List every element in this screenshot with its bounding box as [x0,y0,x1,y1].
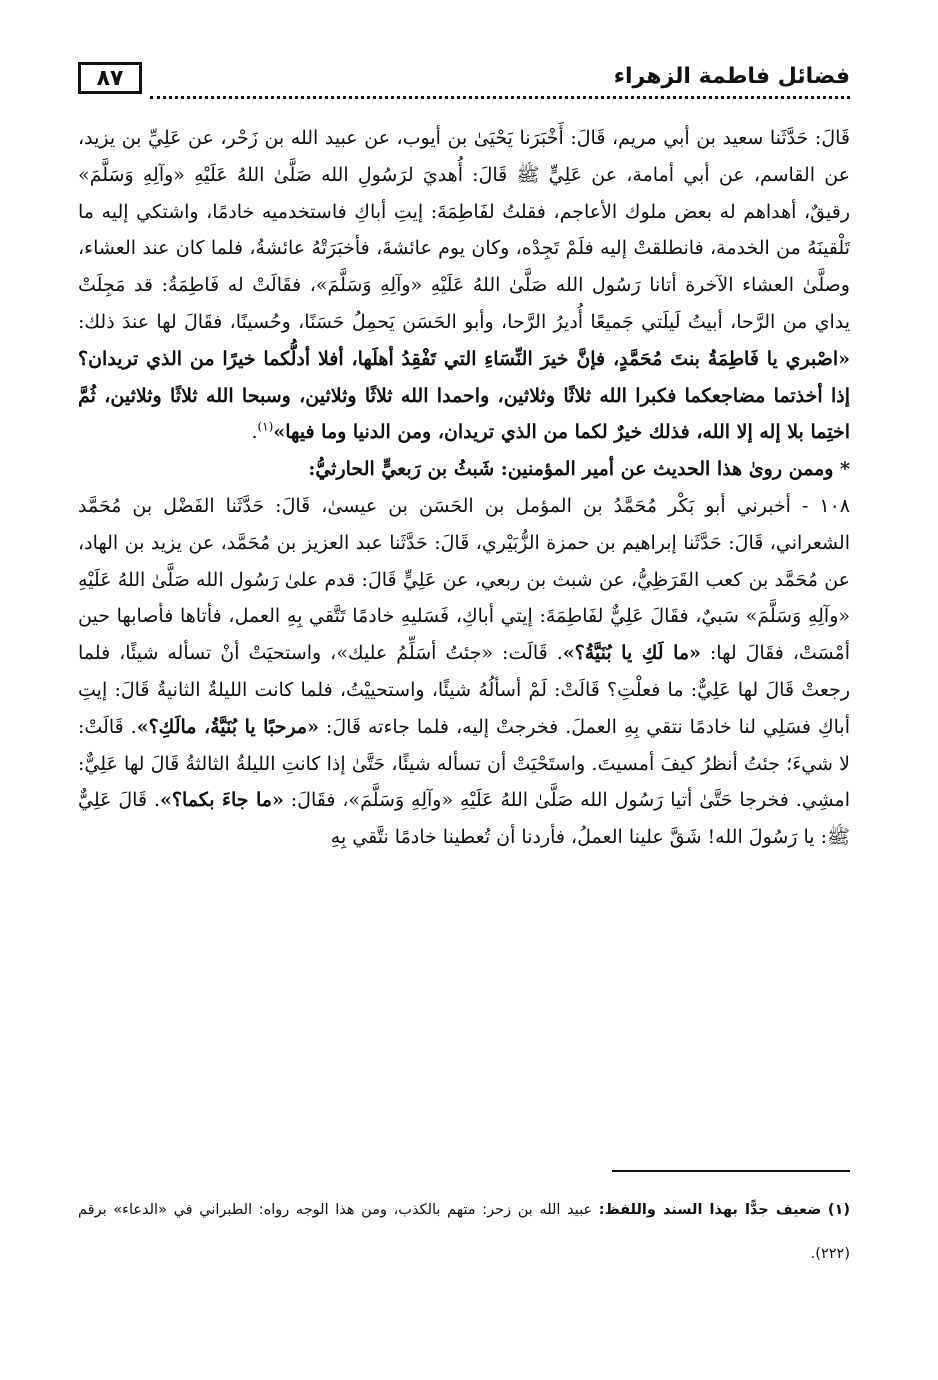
paragraph-hadith-107 [78,120,850,451]
prophet-saying: «ما لَكِ يا بُنَيَّةُ؟» [562,642,701,665]
footnote-reference: (١) [257,420,274,435]
prophet-saying: «ما جاءَ بكما؟» [160,789,284,812]
footnote-grading: ضعيف جدًّا بهذا السند واللفظ: [598,1202,822,1218]
paragraph-hadith-108 [78,488,850,856]
sentence-end: . [251,421,258,444]
section-note: * وممن روىٰ هذا الحديث عن أمير المؤمنين: شَبثُ بن رَبعيٍّ الحارثيُّ: [308,458,850,481]
header-dotted-rule [150,96,850,99]
narration-text: قَالَ: حَدَّثَنا سعيد بن أبي مريم، قَالَ: أَخْبَرَنا يَحْيَىٰ بن أيوب، عن عبيد الله بن زَحْر، عن عَلِيِّ بن يزيد، عن القاسم، عن أبي أمامة، عن عَلِيٍّ ﷺ قَالَ: أُهديَ لرَسُولِ الله صَلَّىٰ اللهُ عَلَيْهِ «وآلِهِ وَسَلَّمَ» رقيقٌ، أهداهم له بعض ملوك الأعاجم، فقلتُ لفَاطِمَةَ: إيتِ أباكِ فاستخدميه خادمًا، واشتكي إليه ما تَلْقينَهُ من الخدمة، فانطلقتْ إليه فلَمْ تَجِدْه، وكان يوم عائشةَ، فأخبَرَتْهُ عائشةُ، فلما كان عند العشاء، وصلَّىٰ العشاء الآخرة أتانا رَسُول الله صَلَّىٰ اللهُ عَلَيْهِ «وآلِهِ وَسَلَّمَ»، فقَالَتْ له فَاطِمَةُ: قد مَجِلَتْ يداي من الرَّحا، أبيتُ لَيلَتي جَميعًا أُديرُ الرَّحا، وأبو الحَسَن يَحمِلُ حَسَنًا، وحُسينًا، فقَالَ لها عندَ ذلك: [78,127,850,333]
footnote-1 [78,1188,850,1276]
narration-text: ١٠٨ - أخبرني أبو بَكْر مُحَمَّدُ بن المؤمل بن الحَسَن بن عيسىٰ، قَالَ: حَدَّثَنا الفَضْل بن مُحَمَّد الشعراني، قَالَ: حَدَّثَنا إبراهيم بن حمزة الزُّبَيْري، قَالَ: حَدَّثَنا عبد العزيز بن مُحَمَّد، عن يزيد بن الهاد، عن مُحَمَّد بن كعب القَرَظِيُّ، عن شبث بن ربعي، عن عَلِيٍّ قَالَ: قدم علىٰ رَسُول الله صَلَّىٰ اللهُ عَلَيْهِ «وآلِهِ وَسَلَّمَ» سَبيٌ، فقَالَ عَلِيٌّ لفَاطِمَةَ: إيتي أباكِ، فَسَليهِ خادمًا تَتَّقي بِهِ العمل، فأتاها فأصابها حين أمْسَتْ، فقَالَ لها: [78,494,850,665]
narration-text: . قَالَت: «جئتُ أسَلِّمُ عليك»، واستحيَتْ أنْ تسأله شيئًا، فلما رجعتْ قَالَ لها عَلِيٌّ: ما فعلْتِ؟ قَالَتْ: لَمْ أسألُهُ شيئًا، واستحييْتُ، فلما كانت الليلةُ الثانيةُ قَالَ: إيتِ أباكِ فسَلِي لنا خادمًا نتقي بِهِ العملَ. فخرجتْ إليه، فلما جاءته قَالَ: [78,642,850,738]
prophet-saying: «مرحبًا يا بُنَيَّةُ، مالَكِ؟» [136,715,319,738]
footnote-separator [612,1170,850,1172]
narration-text: . قَالَتْ: لا شيءَ؛ جئتُ أنظرُ كيفَ أمسيتَ. واستَحْيَتْ أن تسأله شيئًا، حَتَّىٰ إذا كانتِ الليلةُ الثالثةُ قَالَ لها عَلِيٌّ: امشِي. فخرجا حَتَّىٰ أتيا رَسُول الله صَلَّىٰ اللهُ عَلَيْهِ «وآلِهِ وَسَلَّمَ»، فقَالَ: [78,715,850,812]
footnote-text: عبيد الله بن زحر: متهم بالكذب، ومن هذا الوجه رواه: الطبراني في «الدعاء» برقم (٢٢٢). [78,1202,850,1262]
running-title: فضائل فاطمة الزهراء [613,64,850,89]
prophet-saying: «اصْبري يا فَاطِمَةُ بنتَ مُحَمَّدٍ، فإنَّ خيرَ النِّسَاءِ التي تَفْقِدُ أهلَها، أفلا أدلُّكما خيرًا من الذي تريدان؟ إذا أخذتما مضاجعكما فكبرا الله ثلاثًا وثلاثين، واحمدا الله ثلاثًا وثلاثين، وسبحا الله ثلاثًا وثلاثين، ثُمَّ اختِما بلا إله إلا الله، فذلك خيرٌ لكما من الذي تريدان، ومن الدنيا وما فيها» [78,347,850,444]
narration-text: . قَالَ عَلِيٌّ ﷺ: يا رَسُولَ الله! شَقَّ علينا العملُ، فأردنا أن تُعطينا خادمًا نتَّقي بِهِ [78,789,850,849]
main-text [78,120,850,856]
footnote-marker: (١) [827,1202,851,1218]
page-header [78,62,850,102]
page-number: ٨٧ [78,62,142,94]
footnote [78,1188,850,1276]
